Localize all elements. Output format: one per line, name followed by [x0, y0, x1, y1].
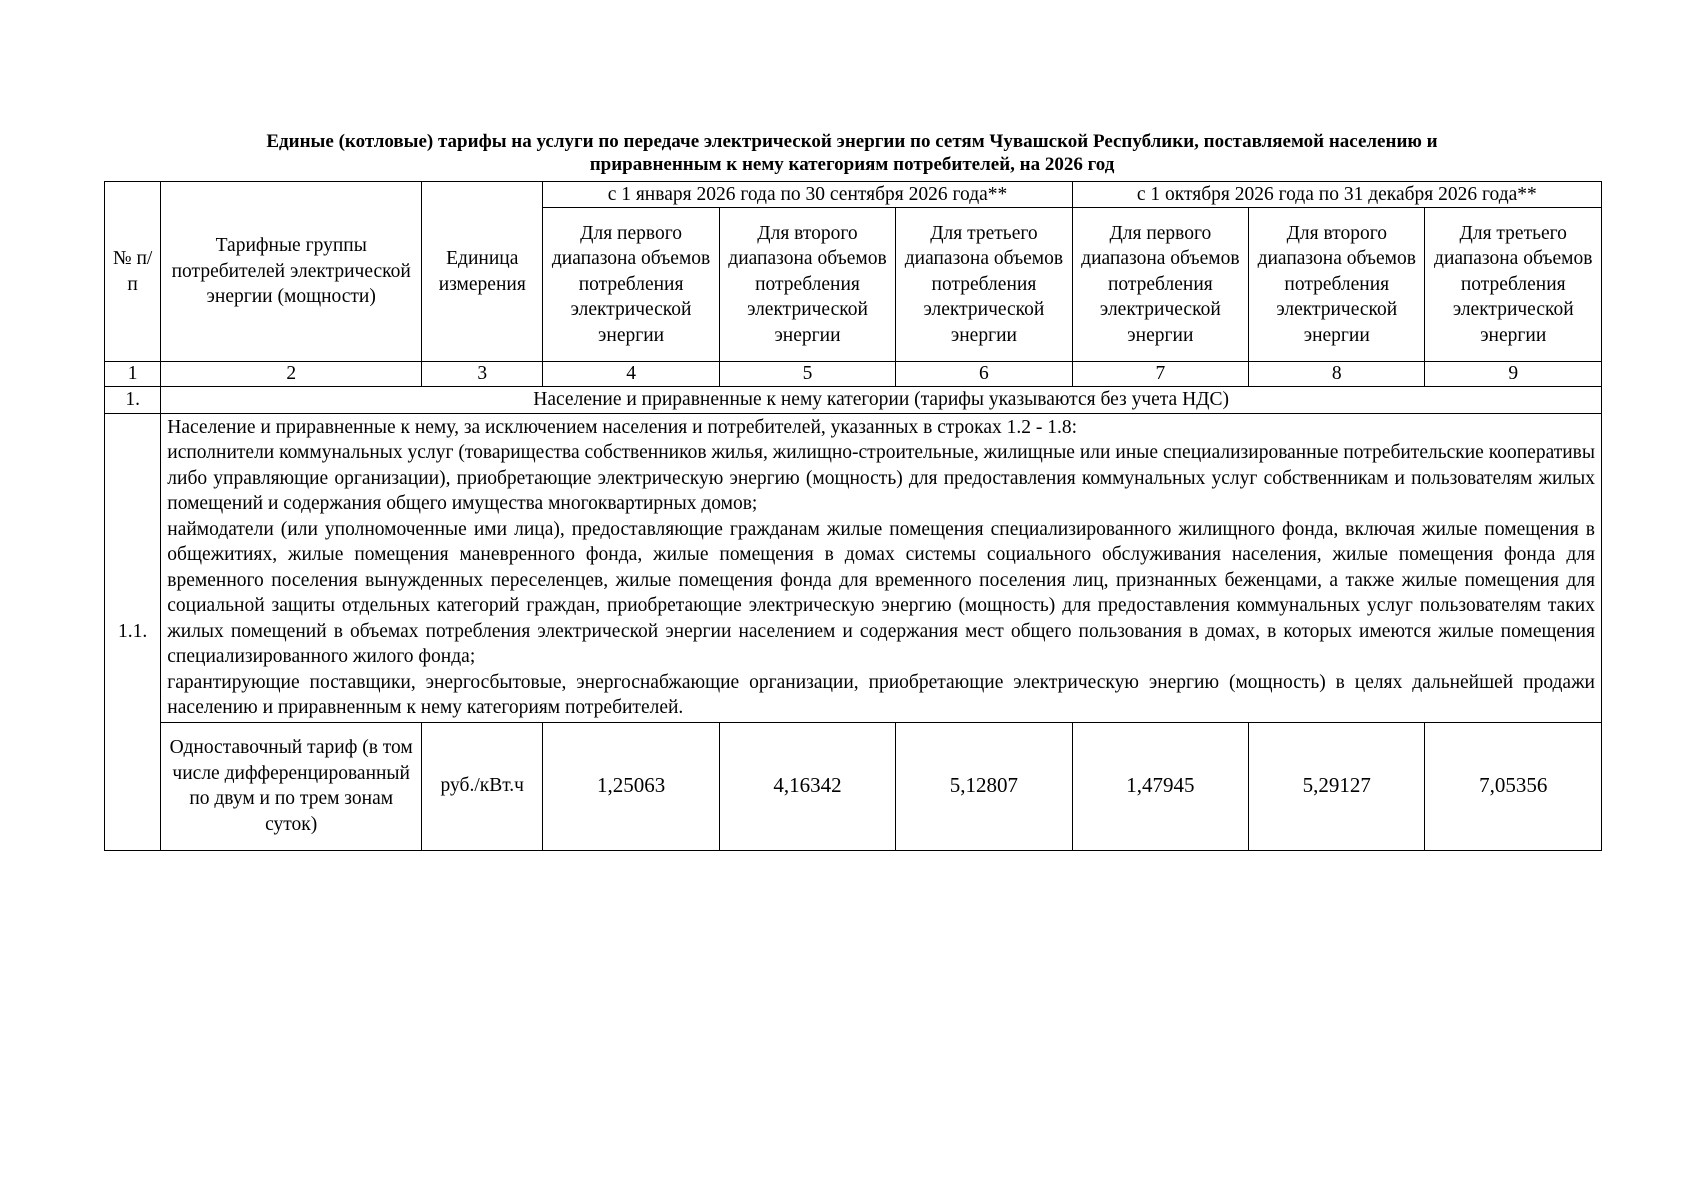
- tariff-value: 5,29127: [1249, 722, 1425, 850]
- column-number: 4: [543, 362, 719, 387]
- column-number: 3: [422, 362, 543, 387]
- tariff-table: [104, 181, 1602, 851]
- tariff-unit: руб./кВт.ч: [422, 722, 543, 850]
- section-1-1-num: 1.1.: [105, 413, 161, 850]
- section-1-row: [105, 387, 1602, 414]
- description-paragraph: Население и приравненные к нему, за исключением населения и потребителей, указанных в строках 1.2 - 1.8:: [167, 416, 1078, 438]
- header-range-2-period-1: Для второго диапазона объемов потребления электрической энергии: [719, 208, 895, 362]
- description-paragraph: гарантирующие поставщики, энергосбытовые, энергоснабжающие организации, приобретающие электрическую энергию (мощность) в целях дальнейшей продажи населению и приравненным к нему категориям потребителей.: [167, 671, 1595, 718]
- column-number: 8: [1249, 362, 1425, 387]
- column-number: 2: [161, 362, 422, 387]
- column-number: 5: [719, 362, 895, 387]
- description-paragraph: исполнители коммунальных услуг (товарищества собственников жилья, жилищно-строительные, жилищные или иные специализированные потребительские кооперативы либо управляющие организации), приобретающие электрическую энергию (мощность) для предоставления коммунальных услуг собственникам и пользователям жилых помещений и содержания общего имущества многоквартирных домов;: [167, 442, 1595, 514]
- header-period-1: с 1 января 2026 года по 30 сентября 2026 года**: [543, 182, 1072, 208]
- tariff-row: [105, 722, 1602, 850]
- section-1-1-row: [105, 413, 1602, 722]
- header-period-2: с 1 октября 2026 года по 31 декабря 2026 года**: [1072, 182, 1601, 208]
- description-paragraph: наймодатели (или уполномоченные ими лица), предоставляющие гражданам жилые помещения специализированного жилищного фонда, включая жилые помещения в общежитиях, жилые помещения маневренного фонда, жилые помещения в домах системы социального обслуживания населения, жилые помещения фонда для временного поселения вынужденных переселенцев, жилые помещения фонда для временного поселения лиц, признанных беженцами, а также жилые помещения для социальной защиты отдельных категорий граждан, приобретающие электрическую энергию (мощность) для предоставления коммунальных услуг пользователям таких жилых помещений в объемах потребления электрической энергии населением и содержания мест общего пользования в домах, в которых имеются жилые помещения специализированного жилого фонда;: [167, 518, 1595, 667]
- page-title-line-1: Единые (котловые) тарифы на услуги по передаче электрической энергии по сетям Чувашской Республики, поставляемой населению и: [266, 131, 1438, 152]
- header-unit: Единица измерения: [422, 182, 543, 362]
- column-numbers-row: [105, 362, 1602, 387]
- column-number: 7: [1072, 362, 1248, 387]
- header-range-2-period-2: Для второго диапазона объемов потребления электрической энергии: [1249, 208, 1425, 362]
- column-number: 9: [1425, 362, 1602, 387]
- tariff-value: 5,12807: [896, 722, 1072, 850]
- column-number: 6: [896, 362, 1072, 387]
- header-range-3-period-2: Для третьего диапазона объемов потребления электрической энергии: [1425, 208, 1602, 362]
- header-range-3-period-1: Для третьего диапазона объемов потребления электрической энергии: [896, 208, 1072, 362]
- tariff-value: 1,25063: [543, 722, 719, 850]
- header-tariff-group: Тарифные группы потребителей электрической энергии (мощности): [161, 182, 422, 362]
- section-1-1-description: [161, 413, 1602, 722]
- tariff-value: 1,47945: [1072, 722, 1248, 850]
- page-title-line-2: приравненным к нему категориям потребителей, на 2026 год: [589, 154, 1115, 175]
- column-number: 1: [105, 362, 161, 387]
- header-range-1-period-1: Для первого диапазона объемов потребления электрической энергии: [543, 208, 719, 362]
- tariff-value: 7,05356: [1425, 722, 1602, 850]
- section-1-num: 1.: [105, 387, 161, 414]
- header-range-1-period-2: Для первого диапазона объемов потребления электрической энергии: [1072, 208, 1248, 362]
- header-row-periods: [105, 182, 1602, 208]
- section-1-text: Население и приравненные к нему категории (тарифы указываются без учета НДС): [161, 387, 1602, 414]
- header-num: № п/п: [105, 182, 161, 362]
- tariff-name: Одноставочный тариф (в том числе дифференцированный по двум и по трем зонам суток): [161, 722, 422, 850]
- tariff-value: 4,16342: [719, 722, 895, 850]
- page-title: [104, 130, 1600, 176]
